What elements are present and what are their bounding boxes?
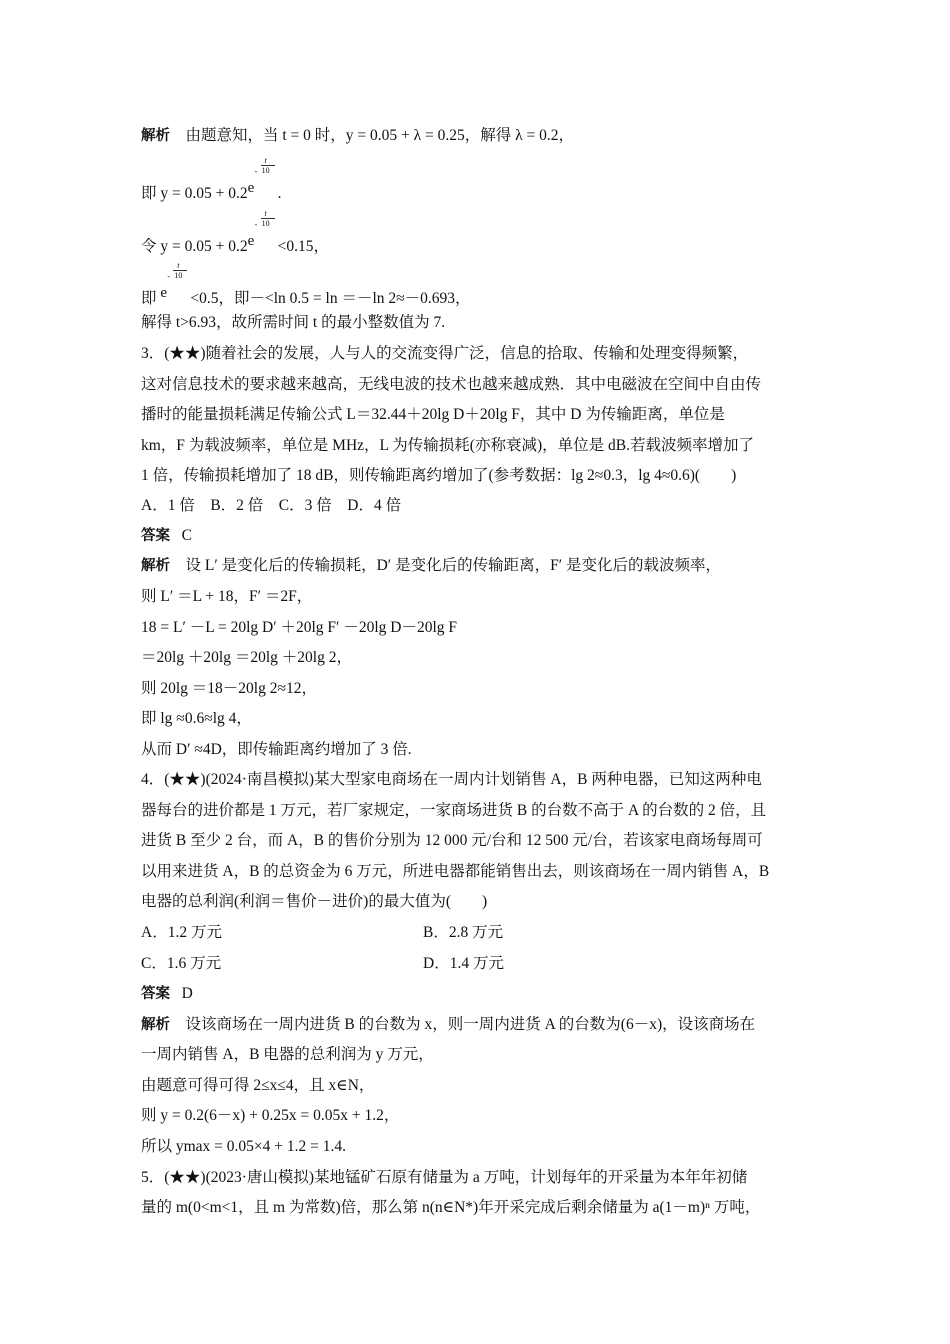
question-4-solution-3: 由题意可得可得 2≤x≤4，且 x∈N，: [141, 1077, 375, 1094]
question-3-solution-4: ＝20lg ＋20lg ＝20lg ＋20lg 2，: [141, 649, 352, 666]
question-4-solution-5: 所以 ymax = 0.05×4 + 1.2 = 1.4.: [141, 1138, 347, 1155]
question-4-options-row-2: [141, 954, 821, 974]
question-3-line-5: 1 倍，传输损耗增加了 18 dB，则传输距离约增加了(参考数据：lg 2≈0.3，lg 4≈0.6)( ): [141, 467, 737, 484]
question-4-solution-1: 解析 设该商场在一周内进货 B 的台数为 x，则一周内进货 A 的台数为(6－x)，设该商场在: [141, 1016, 756, 1033]
exponential-term: e - t 10: [248, 231, 278, 251]
question-4-options-row-1: [141, 923, 821, 943]
question-3-solution-7: 从而 D′ ≈4D，即传输距离约增加了 3 倍.: [141, 741, 412, 758]
question-3-answer: 答案 C: [141, 527, 192, 544]
question-4-line-5: 电器的总利润(利润＝售价－进价)的最大值为( ): [141, 893, 488, 910]
question-4-line-1: 4．(★★)(2024·南昌模拟)某大型家电商场在一周内计划销售 A，B 两种电器，已知这两种电: [141, 771, 762, 788]
option-d: D．1.4 万元: [423, 955, 504, 972]
question-4-answer: 答案 D: [141, 985, 193, 1002]
question-3-solution-5: 则 20lg ＝18－20lg 2≈12，: [141, 680, 317, 697]
solution-label: 解析: [141, 1017, 170, 1033]
question-3-solution-6: 即 lg ≈0.6≈lg 4，: [141, 710, 252, 727]
answer-label: 答案: [141, 528, 170, 544]
question-4-line-4: 以用来进货 A，B 的总资金为 6 万元，所进电器都能销售出去，则该商场在一周内销售 A，B: [141, 863, 770, 880]
question-5-line-1: 5．(★★)(2023·唐山模拟)某地锰矿石原有储量为 a 万吨，计划每年的开采量为本年年初储: [141, 1169, 748, 1186]
option-c: C．1.6 万元: [141, 955, 222, 972]
option-b: B．2.8 万元: [423, 924, 504, 941]
solution-label: 解析: [141, 558, 170, 574]
question-4-solution-4: 则 y = 0.2(6－x) + 0.25x = 0.05x + 1.2，: [141, 1107, 400, 1124]
solution-line-3: 令 y = 0.05 + 0.2 e - t 10 <0.15，: [141, 209, 329, 255]
exponential-term: e - t 10: [248, 178, 278, 198]
question-3-line-2: 这对信息技术的要求越来越高，无线电波的技术也越来越成熟．其中电磁波在空间中自由传: [141, 376, 762, 393]
question-3-solution-1: 解析 设 L′ 是变化后的传输损耗，D′ 是变化后的传输距离，F′ 是变化后的载波频率，: [141, 557, 721, 574]
question-4-line-3: 进货 B 至少 2 台，而 A，B 的售价分别为 12 000 元/台和 12 500 元/台，若该家电商场每周可: [141, 832, 763, 849]
question-4-line-2: 器每台的进价都是 1 万元，若厂家规定，一家商场进货 B 的台数不高于 A 的台数的 2 倍，且: [141, 802, 767, 819]
solution-line-2: 即 y = 0.05 + 0.2 e - t 10 .: [141, 156, 282, 202]
solution-line-4: 即 e - t 10 <0.5，即－<ln 0.5 = ln ＝－ln 2≈－0.693，: [141, 261, 471, 307]
question-3-line-4: km，F 为载波频率，单位是 MHz，L 为传输损耗(亦称衰减)，单位是 dB.若载波频率增加了: [141, 437, 754, 454]
answer-label: 答案: [141, 986, 170, 1002]
solution-line-5: 解得 t>6.93，故所需时间 t 的最小整数值为 7.: [141, 314, 446, 331]
solution-label: 解析: [141, 128, 170, 144]
question-3-line-1: 3．(★★)随着社会的发展，人与人的交流变得广泛，信息的拾取、传输和处理变得频繁，: [141, 345, 749, 362]
question-3-solution-3: 18 = L′ －L = 20lg D′ ＋20lg F′ －20lg D－20lg F: [141, 619, 457, 636]
question-4-solution-2: 一周内销售 A，B 电器的总利润为 y 万元，: [141, 1046, 434, 1063]
question-3-line-3: 播时的能量损耗满足传输公式 L＝32.44＋20lg D＋20lg F，其中 D 为传输距离，单位是: [141, 406, 725, 423]
question-5-line-2: 量的 m(0<m<1，且 m 为常数)倍，那么第 n(n∈N*)年开采完成后剩余储量为 a(1－m)ⁿ 万吨，: [141, 1199, 761, 1216]
question-3-solution-2: 则 L′ ＝L + 18，F′ ＝2F，: [141, 588, 313, 605]
solution-line-1: 解析 由题意知，当 t = 0 时，y = 0.05 + λ = 0.25，解得 λ = 0.2，: [141, 127, 575, 144]
question-3-options: A．1 倍 B．2 倍 C．3 倍 D．4 倍: [141, 497, 402, 514]
exponential-term: e - t 10: [160, 283, 190, 303]
option-a: A．1.2 万元: [141, 924, 222, 941]
